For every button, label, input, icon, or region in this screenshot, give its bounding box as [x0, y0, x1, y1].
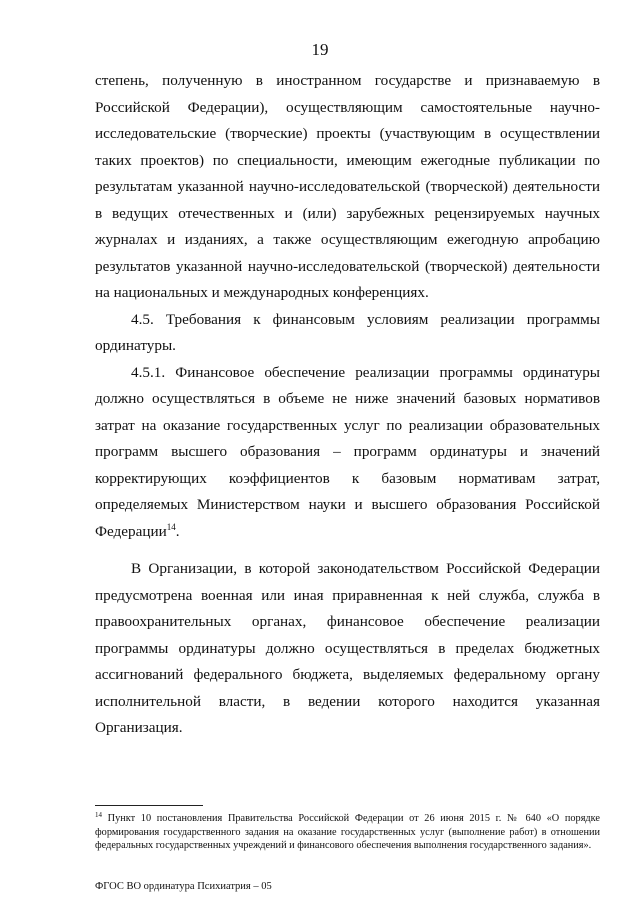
- footnote-divider: [95, 805, 203, 806]
- paragraph-section-4-5-1-end: .: [175, 522, 180, 540]
- footnote: [95, 812, 600, 853]
- paragraph-section-4-5-1-text: 4.5.1. Финансовое обеспечение реализации программы ординатуры должно осуществляться в объеме не ниже значений базовых нормативов затрат на оказание государственных услуг по реализации образовательных программ высшего образования – программ ординатуры и значений корректирующих коэффициентов к базовым нормативам затрат, определяемых Министерством науки и высшего образования Российской Федерации: [95, 363, 600, 540]
- paragraph-section-4-5-1: [95, 360, 600, 546]
- page-number: 19: [311, 40, 329, 59]
- main-text: [95, 68, 600, 742]
- footnote-text: Пункт 10 постановления Правительства Российской Федерации от 26 июня 2015 г. № 640 «О порядке формирования государственного задания на оказание государственных услуг (выполнение работ) в отношении федеральных государственных учреждений и финансового обеспечения выполнения государственного задания».: [95, 813, 600, 851]
- paragraph-continuation: степень, полученную в иностранном государстве и признаваемую в Российской Федерации), осуществляющим самостоятельные научно-исследовательские (творческие) проекты (участвующим в осуществлении таких проектов) по специальности, имеющим ежегодные публикации по результатам указанной научно-исследовательской (творческой) деятельности в ведущих отечественных и (или) зарубежных рецензируемых научных журналах и изданиях, а также осуществляющим ежегодную апробацию результатов указанной научно-исследовательской (творческой) деятельности на национальных и международных конференциях.: [95, 72, 600, 301]
- footnote-reference: 14: [166, 521, 176, 532]
- paragraph-section-4-5: 4.5. Требования к финансовым условиям реализации программы ординатуры.: [95, 310, 600, 354]
- document-footer: ФГОС ВО ординатура Психиатрия – 05: [95, 881, 272, 892]
- paragraph-organization: В Организации, в которой законодательством Российской Федерации предусмотрена военная или иная приравненная к ней служба, служба в правоохранительных органах, финансовое обеспечение реализации программы ординатуры должно осуществляться в пределах бюджетных ассигнований федерального бюджета, выделяемых федеральному органу исполнительной власти, в ведении которого находится указанная Организация.: [95, 560, 600, 736]
- footnote-marker: 14: [95, 811, 102, 819]
